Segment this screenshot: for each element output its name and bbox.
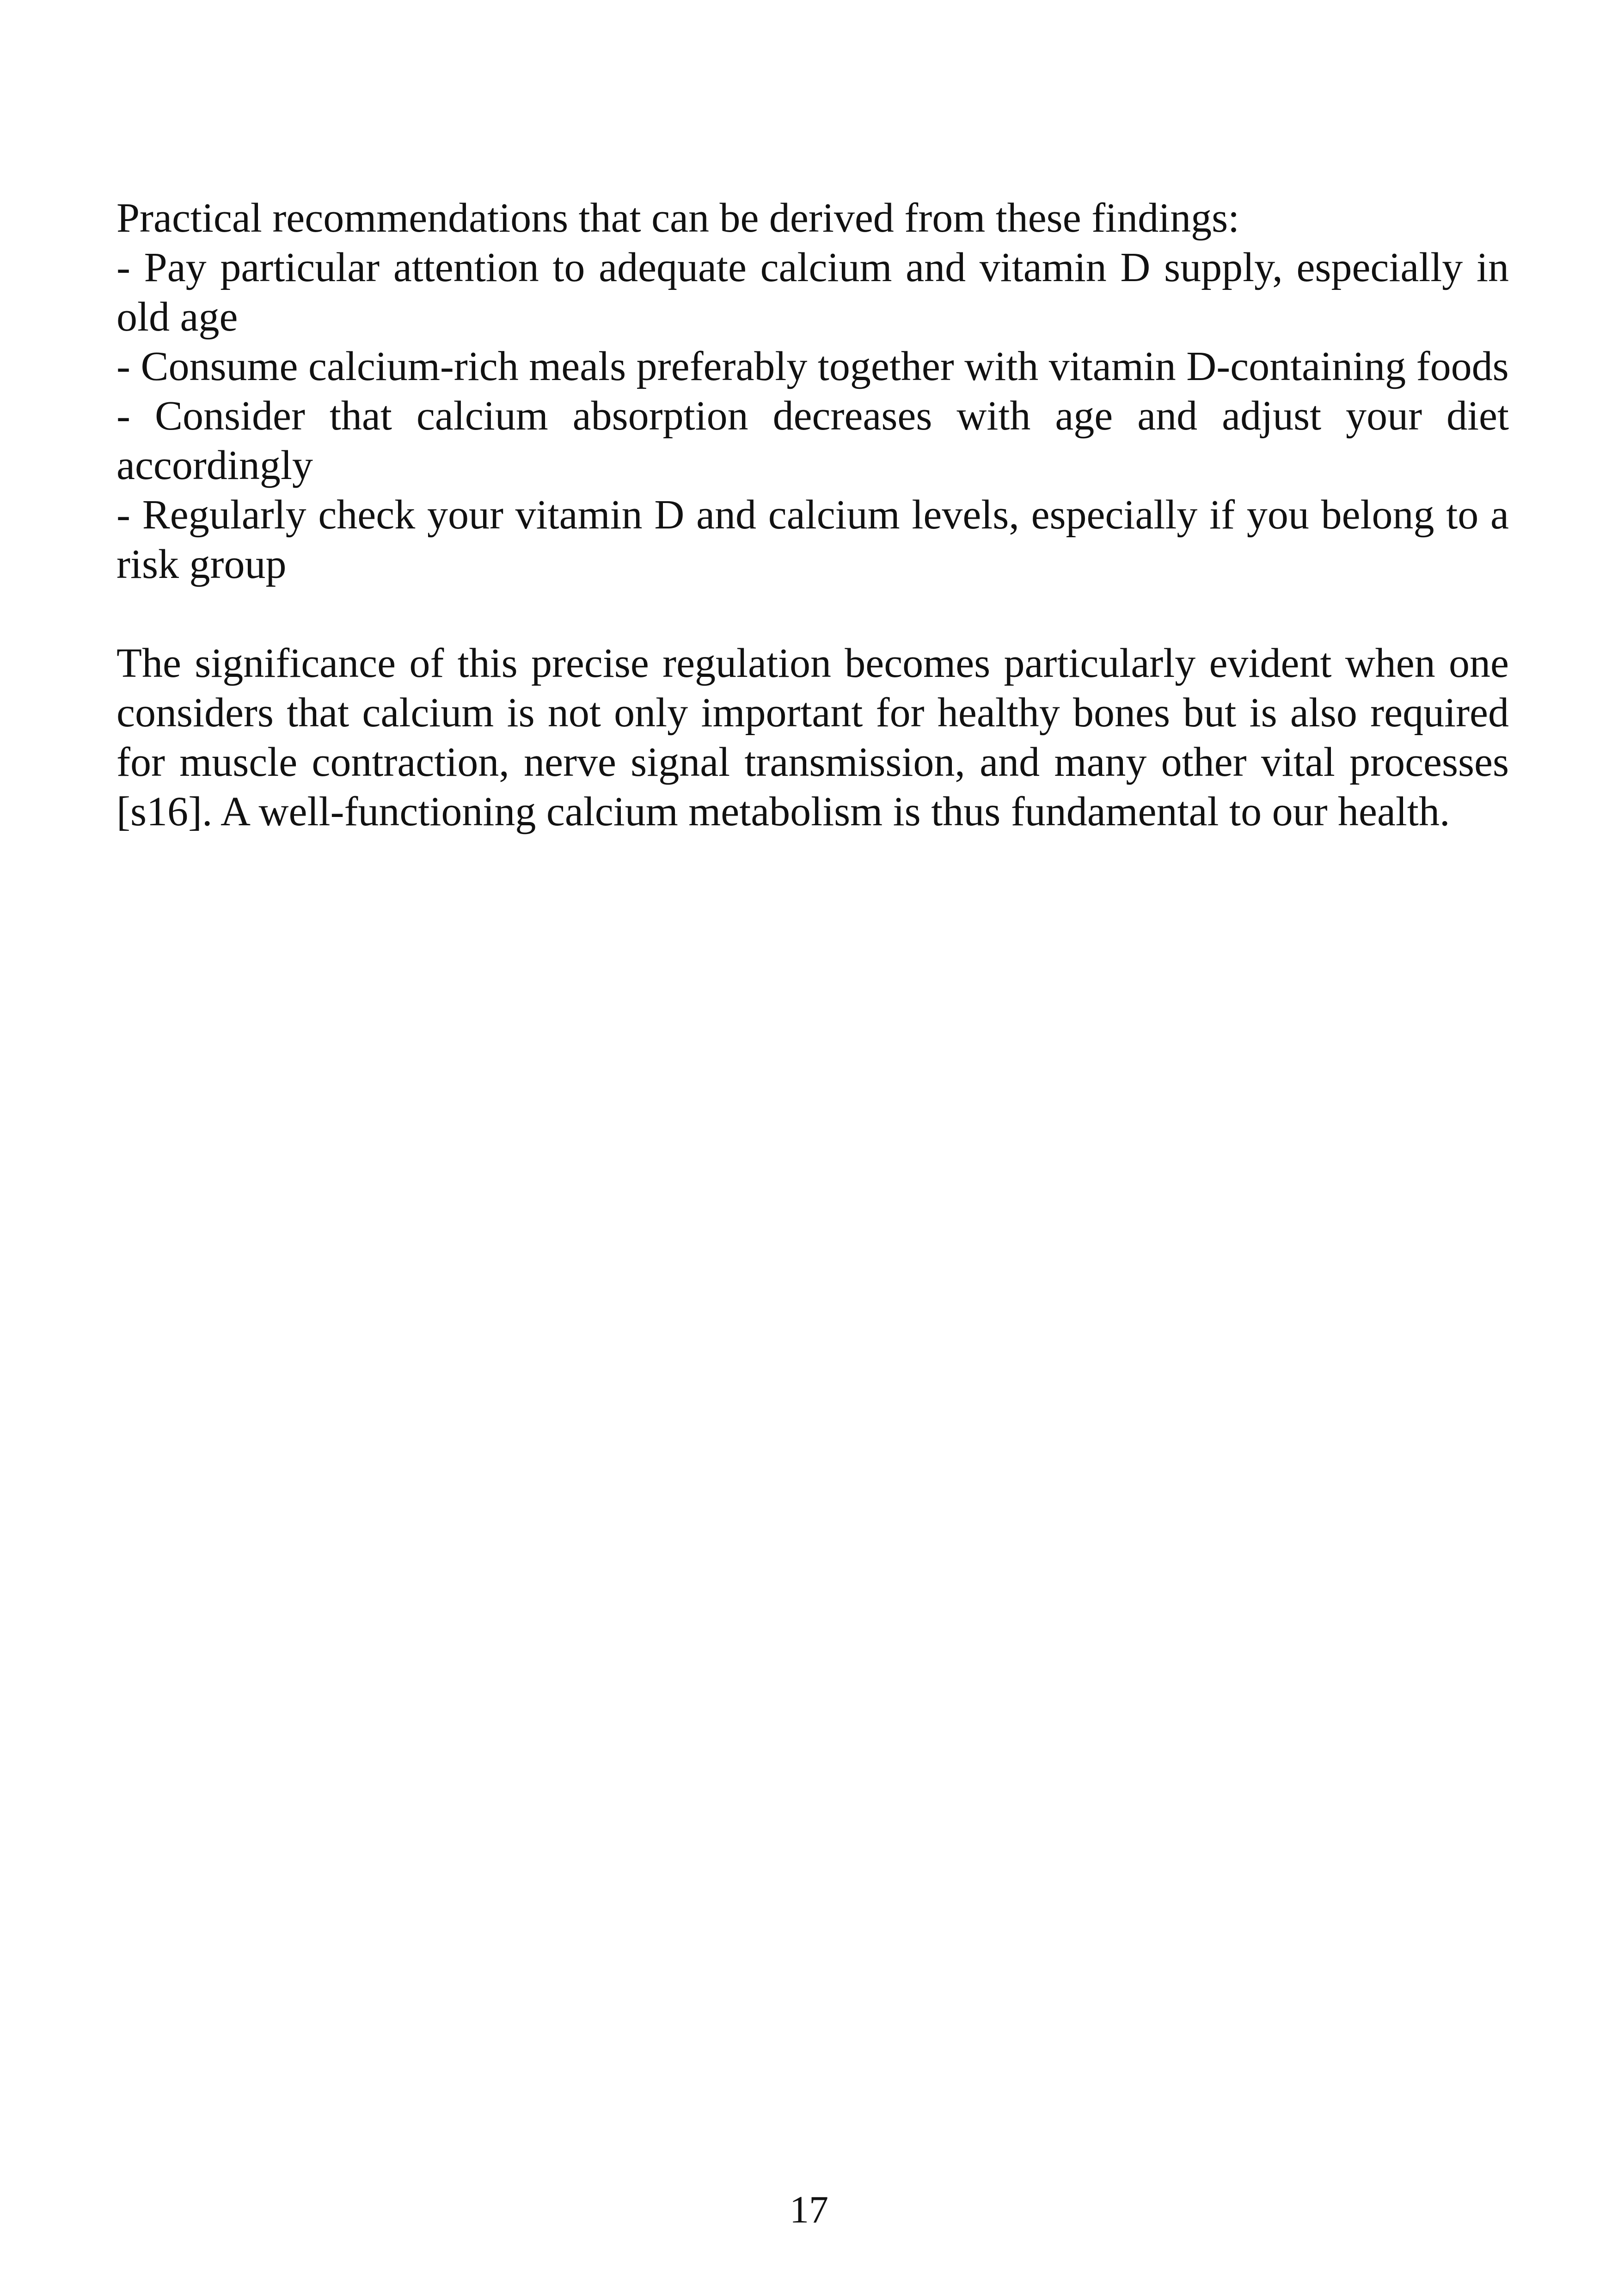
paragraph-gap (116, 589, 1509, 638)
significance-paragraph: The significance of this precise regulation becomes particularly evident when one considers that calcium is not only important for healthy bones but is also required for muscle contraction, nerve signal transmission, and many other vital processes [s16]. A well-functioning calcium metabolism is thus fundamental to our health. (116, 640, 1509, 835)
recommendation-item: - Consume calcium-rich meals preferably together with vitamin D-containing foods (116, 344, 1509, 389)
page-number: 17 (790, 2188, 828, 2231)
recommendations-intro: Practical recommendations that can be derived from these findings: (116, 195, 1240, 241)
recommendation-item: - Consider that calcium absorption decreases with age and adjust your diet accordingly (116, 393, 1509, 488)
recommendation-item: - Pay particular attention to adequate calcium and vitamin D supply, especially in old age (116, 245, 1509, 340)
recommendation-item: - Regularly check your vitamin D and calcium levels, especially if you belong to a risk group (116, 492, 1509, 587)
page-body (116, 193, 1509, 836)
